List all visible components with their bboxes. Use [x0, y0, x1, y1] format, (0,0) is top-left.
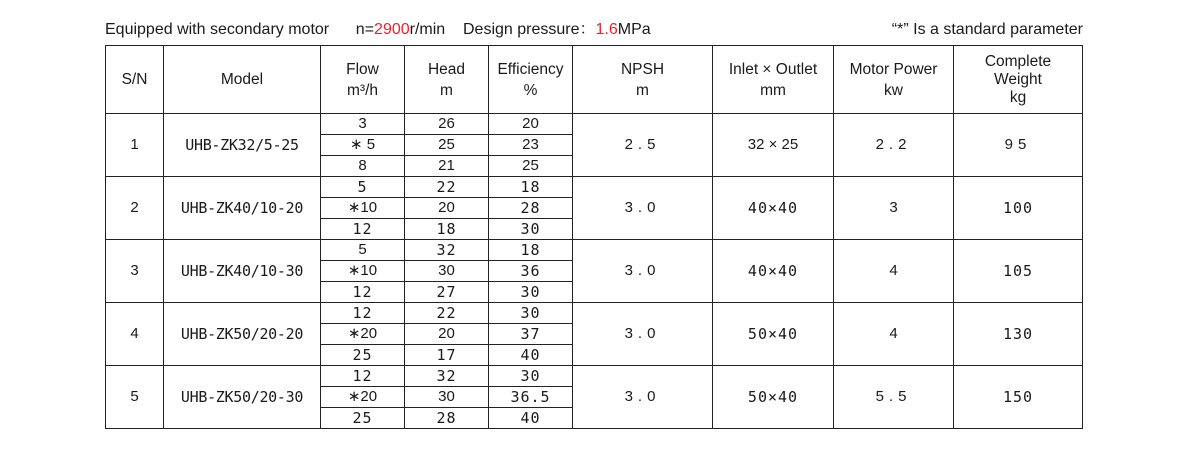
row-weight: 105: [954, 240, 1083, 303]
head-cell-standard: 30: [405, 387, 489, 408]
efficiency-cell: 30: [489, 303, 573, 324]
efficiency-cell: 30: [489, 366, 573, 387]
row-weight: 95: [954, 114, 1083, 177]
row-sn: 4: [106, 303, 164, 366]
head-cell-standard: 20: [405, 324, 489, 345]
flow-cell-standard: ∗20: [321, 387, 405, 408]
header-sn: S/N: [106, 46, 164, 114]
row-model: UHB-ZK50/20-30: [164, 366, 321, 429]
header-inlet-outlet: Inlet × Outlet mm: [713, 46, 834, 114]
flow-cell: 5: [321, 240, 405, 261]
row-motor-power: 4: [834, 303, 954, 366]
header-motor-power: Motor Power kw: [834, 46, 954, 114]
efficiency-cell: 40: [489, 408, 573, 429]
flow-cell: 12: [321, 303, 405, 324]
row-sn: 2: [106, 177, 164, 240]
efficiency-cell: 37: [489, 324, 573, 345]
head-cell: 32: [405, 366, 489, 387]
header-head: Head m: [405, 46, 489, 114]
row-motor-power: 3: [834, 177, 954, 240]
flow-cell-standard: ∗10: [321, 198, 405, 219]
table-row: [106, 177, 1083, 198]
speed-unit: r/min: [409, 21, 446, 38]
head-cell: 21: [405, 156, 489, 177]
flow-cell: 25: [321, 345, 405, 366]
row-model: UHB-ZK32/5-25: [164, 114, 321, 177]
header-flow: Flow m³/h: [321, 46, 405, 114]
row-inlet-outlet: 50×40: [713, 366, 834, 429]
flow-cell-standard: ∗10: [321, 261, 405, 282]
row-inlet-outlet: 32 × 25: [713, 114, 834, 177]
head-cell-standard: 20: [405, 198, 489, 219]
table-row: [106, 240, 1083, 261]
row-inlet-outlet: 40×40: [713, 177, 834, 240]
pressure-label: Design pressure：: [462, 21, 596, 38]
row-weight: 100: [954, 177, 1083, 240]
head-cell: 27: [405, 282, 489, 303]
row-npsh: 3.0: [573, 177, 713, 240]
row-motor-power: 5.5: [834, 366, 954, 429]
flow-cell: 12: [321, 366, 405, 387]
head-cell: 22: [405, 177, 489, 198]
row-npsh: 3.0: [573, 303, 713, 366]
row-model: UHB-ZK50/20-20: [164, 303, 321, 366]
row-sn: 3: [106, 240, 164, 303]
efficiency-cell: 20: [489, 114, 573, 135]
row-model: UHB-ZK40/10-30: [164, 240, 321, 303]
flow-cell: 3: [321, 114, 405, 135]
header-row: [106, 46, 1083, 114]
head-cell: 26: [405, 114, 489, 135]
flow-cell: 12: [321, 219, 405, 240]
row-motor-power: 2.2: [834, 114, 954, 177]
spec-caption: [105, 20, 1083, 40]
speed-prefix: n=: [355, 21, 375, 38]
row-motor-power: 4: [834, 240, 954, 303]
row-model: UHB-ZK40/10-20: [164, 177, 321, 240]
table-row: [106, 366, 1083, 387]
efficiency-cell: 30: [489, 282, 573, 303]
head-cell: 18: [405, 219, 489, 240]
row-sn: 5: [106, 366, 164, 429]
flow-cell-standard: ∗ 5: [321, 135, 405, 156]
efficiency-cell: 18: [489, 177, 573, 198]
row-npsh: 2.5: [573, 114, 713, 177]
head-cell: 22: [405, 303, 489, 324]
efficiency-cell: 36: [489, 261, 573, 282]
header-weight: Complete Weight kg: [954, 46, 1083, 114]
row-sn: 1: [106, 114, 164, 177]
flow-cell-standard: ∗20: [321, 324, 405, 345]
row-inlet-outlet: 40×40: [713, 240, 834, 303]
header-efficiency: Efficiency %: [489, 46, 573, 114]
head-cell: 28: [405, 408, 489, 429]
head-cell: 17: [405, 345, 489, 366]
efficiency-cell: 30: [489, 219, 573, 240]
motor-note: Equipped with secondary motor: [105, 21, 330, 38]
pressure-value: 1.6: [595, 21, 618, 38]
flow-cell: 5: [321, 177, 405, 198]
head-cell-standard: 25: [405, 135, 489, 156]
row-weight: 150: [954, 366, 1083, 429]
header-npsh: NPSH m: [573, 46, 713, 114]
flow-cell: 8: [321, 156, 405, 177]
efficiency-cell: 23: [489, 135, 573, 156]
caption-conditions: [105, 20, 651, 40]
efficiency-cell: 18: [489, 240, 573, 261]
table-row: [106, 303, 1083, 324]
header-model: Model: [164, 46, 321, 114]
table-row: [106, 114, 1083, 135]
efficiency-cell: 25: [489, 156, 573, 177]
row-inlet-outlet: 50×40: [713, 303, 834, 366]
standard-parameter-note: “*” Is a standard parameter: [891, 21, 1083, 38]
pressure-unit: MPa: [617, 21, 651, 38]
row-npsh: 3.0: [573, 366, 713, 429]
speed-value: 2900: [374, 21, 410, 38]
pump-spec-table: [105, 45, 1083, 429]
row-weight: 130: [954, 303, 1083, 366]
head-cell: 32: [405, 240, 489, 261]
efficiency-cell: 36.5: [489, 387, 573, 408]
head-cell-standard: 30: [405, 261, 489, 282]
flow-cell: 25: [321, 408, 405, 429]
flow-cell: 12: [321, 282, 405, 303]
row-npsh: 3.0: [573, 240, 713, 303]
efficiency-cell: 40: [489, 345, 573, 366]
efficiency-cell: 28: [489, 198, 573, 219]
